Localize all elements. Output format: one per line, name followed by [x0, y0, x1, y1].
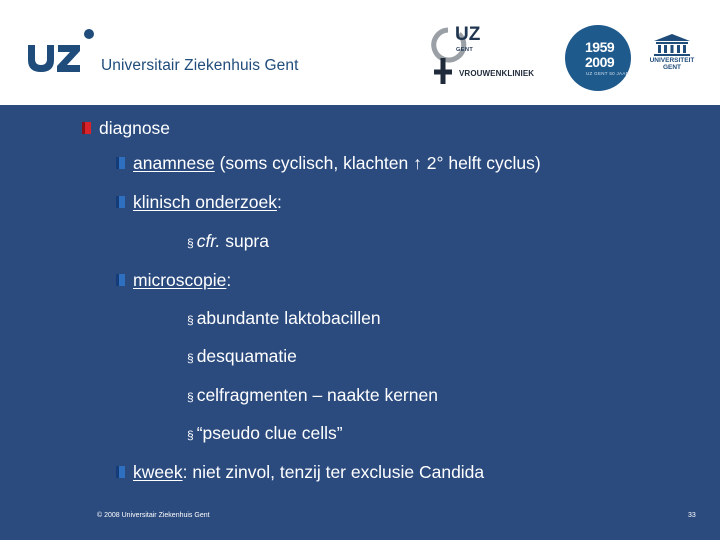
micro-item-text: celfragmenten – naakte kernen	[196, 385, 438, 405]
sub-bullet-icon	[116, 274, 125, 286]
uz-logo	[26, 28, 96, 74]
anniversary-year-end: 2009	[585, 54, 615, 70]
sub-bullet-icon	[116, 157, 125, 169]
micro-item-text: “pseudo clue cells”	[196, 423, 343, 443]
micro-item	[187, 423, 343, 444]
micro-item	[187, 346, 297, 367]
anamnese-link[interactable]: anamnese	[133, 153, 215, 173]
university-label	[648, 57, 696, 71]
kweek-line	[133, 462, 484, 483]
university-line1: UNIVERSITEIT	[649, 57, 695, 64]
square-bullet-icon: §	[187, 351, 194, 365]
kweek-text: : niet zinvol, tenzij ter exclusie Candida	[182, 462, 485, 482]
klinisch-line	[133, 192, 282, 213]
arrow-up-icon: ↑	[413, 153, 422, 173]
square-bullet-icon: §	[187, 236, 194, 250]
university-line2: GENT	[662, 64, 682, 71]
micro-item	[187, 308, 381, 329]
cfr-rest: supra	[220, 231, 269, 251]
cfr-italic: cfr.	[196, 231, 221, 251]
page-number: 33	[688, 512, 696, 519]
microscopie-colon: :	[226, 270, 232, 290]
anniversary-subtitle: UZ GENT 50 JAAR	[586, 71, 630, 76]
cfr-supra-item	[187, 231, 269, 252]
university-logo	[650, 33, 694, 81]
microscopie-line	[133, 270, 231, 291]
anamnese-line	[133, 153, 541, 174]
university-building-icon	[650, 33, 694, 57]
vk-uz-text: UZ	[455, 24, 481, 45]
klinisch-colon: :	[276, 192, 282, 212]
micro-item-text: desquamatie	[196, 346, 297, 366]
level1-bullet-icon	[82, 122, 91, 134]
anniversary-year-start: 1959	[585, 39, 615, 55]
vrouwenkliniek-logo	[428, 24, 548, 92]
square-bullet-icon: §	[187, 313, 194, 327]
klinisch-onderzoek-link[interactable]: klinisch onderzoek	[133, 192, 277, 212]
vk-gent-text: GENT	[456, 47, 474, 53]
vrouwenkliniek-label: VROUWENKLINIEK	[459, 69, 535, 78]
header-banner	[0, 0, 720, 105]
micro-item	[187, 385, 438, 406]
sub-bullet-icon	[116, 466, 125, 478]
anamnese-end-text: 2° helft cyclus)	[421, 153, 541, 173]
hospital-name: Universitair Ziekenhuis Gent	[101, 57, 299, 74]
square-bullet-icon: §	[187, 390, 194, 404]
square-bullet-icon: §	[187, 428, 194, 442]
micro-item-text: abundante laktobacillen	[196, 308, 381, 328]
footer-copyright: © 2008 Universitair Ziekenhuis Gent	[97, 512, 210, 519]
sub-bullet-icon	[116, 196, 125, 208]
anamnese-text: (soms cyclisch, klachten	[214, 153, 414, 173]
level1-diagnose: diagnose	[99, 118, 171, 138]
anniversary-badge	[565, 25, 631, 91]
microscopie-link[interactable]: microscopie	[133, 270, 227, 290]
kweek-link[interactable]: kweek	[133, 462, 183, 482]
